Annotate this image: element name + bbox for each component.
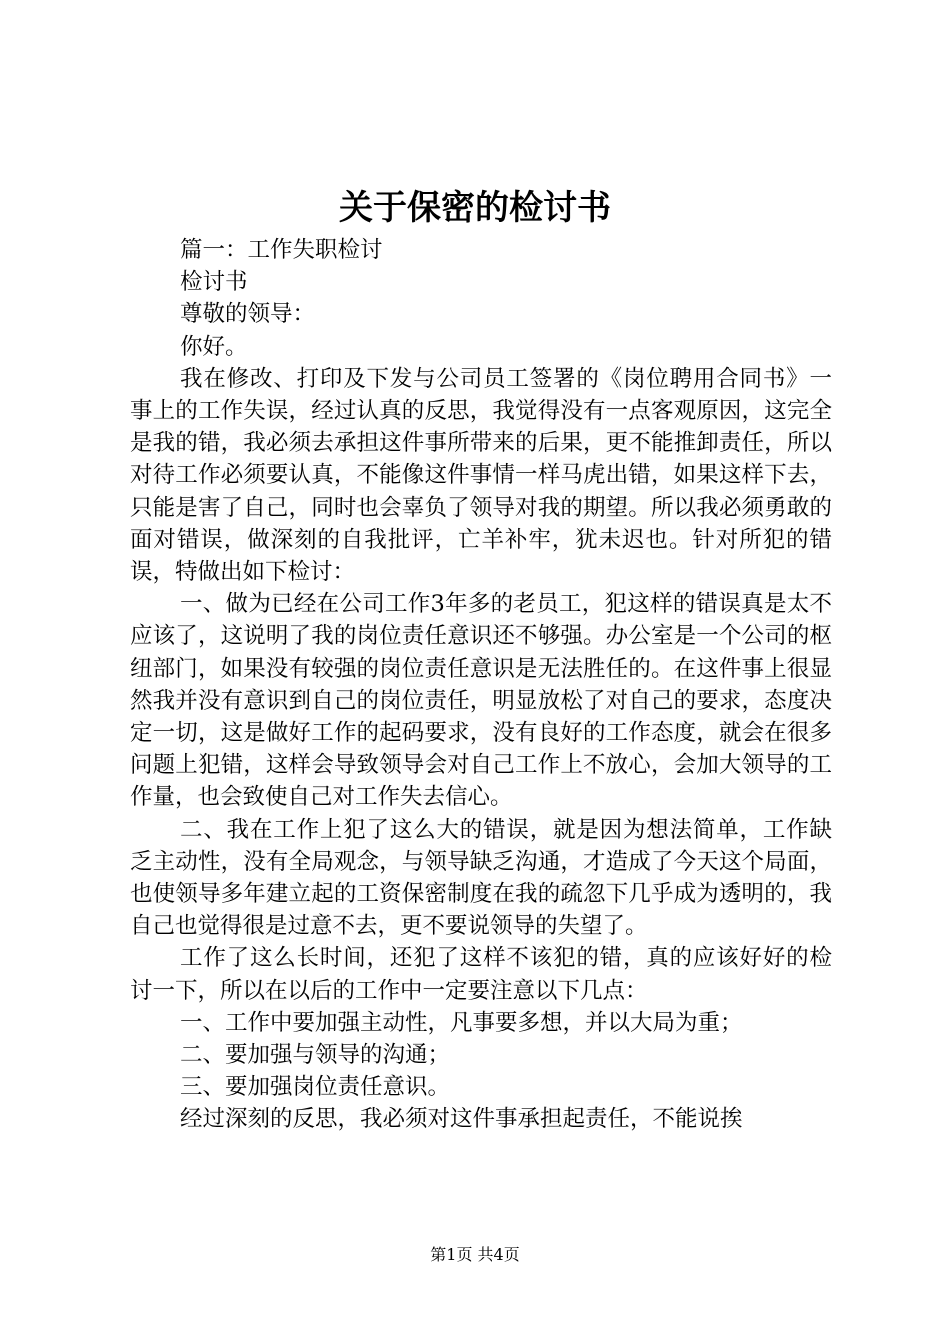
paragraph-closing: 经过深刻的反思，我必须对这件事承担起责任，不能说挨 — [180, 1106, 743, 1133]
document-body — [130, 234, 832, 1136]
paragraph-reflection: 工作了这么长时间，还犯了这样不该犯的错，真的应该好好的检讨一下，所以在以后的工作中一定要注意以下几点： — [130, 945, 832, 1004]
document-title: 关于保密的检讨书 — [339, 188, 611, 228]
page-footer: 第1页 共4页 — [430, 1245, 520, 1264]
paragraph-point-one: 一、做为已经在公司工作3年多的老员工，犯这样的错误真是太不应该了，这说明了我的岗位责任意识还不够强。办公室是一个公司的枢纽部门，如果没有较强的岗位责任意识是无法胜任的。在这件事上很显然我并没有意识到自己的岗位责任，明显放松了对自己的要求，态度决定一切，这是做好工作的起码要求，没有良好的工作态度，就会在很多问题上犯错，这样会导致领导会对自己工作上不放心，会加大领导的工作量，也会致使自己对工作失去信心。 — [130, 591, 832, 811]
paragraph-intro: 我在修改、打印及下发与公司员工签署的《岗位聘用合同书》一事上的工作失误，经过认真的反思，我觉得没有一点客观原因，这完全是我的错，我必须去承担这件事所带来的后果，更不能推卸责任，所以对待工作必须要认真，不能像这件事情一样马虎出错，如果这样下去，只能是害了自己，同时也会辜负了领导对我的期望。所以我必须勇敢的面对错误，做深刻的自我批评，亡羊补牢，犹未迟也。针对所犯的错误，特做出如下检讨： — [130, 365, 832, 586]
paragraph-action-one: 一、工作中要加强主动性，凡事要多想，并以大局为重； — [180, 1009, 743, 1036]
paragraph-section-heading: 篇一：工作失职检讨 — [180, 237, 383, 263]
paragraph-greeting: 你好。 — [180, 333, 248, 360]
paragraph-action-three: 三、要加强岗位责任意识。 — [180, 1074, 451, 1101]
paragraph-point-two: 二、我在工作上犯了这么大的错误，就是因为想法简单，工作缺乏主动性，没有全局观念，与领导缺乏沟通，才造成了今天这个局面，也使领导多年建立起的工资保密制度在我的疏忽下几乎成为透明的，我自己也觉得很是过意不去，更不要说领导的失望了。 — [130, 816, 832, 940]
paragraph-action-two: 二、要加强与领导的沟通； — [180, 1042, 451, 1069]
paragraph-salutation: 尊敬的领导： — [180, 301, 316, 328]
paragraph-letter-title: 检讨书 — [180, 269, 248, 296]
